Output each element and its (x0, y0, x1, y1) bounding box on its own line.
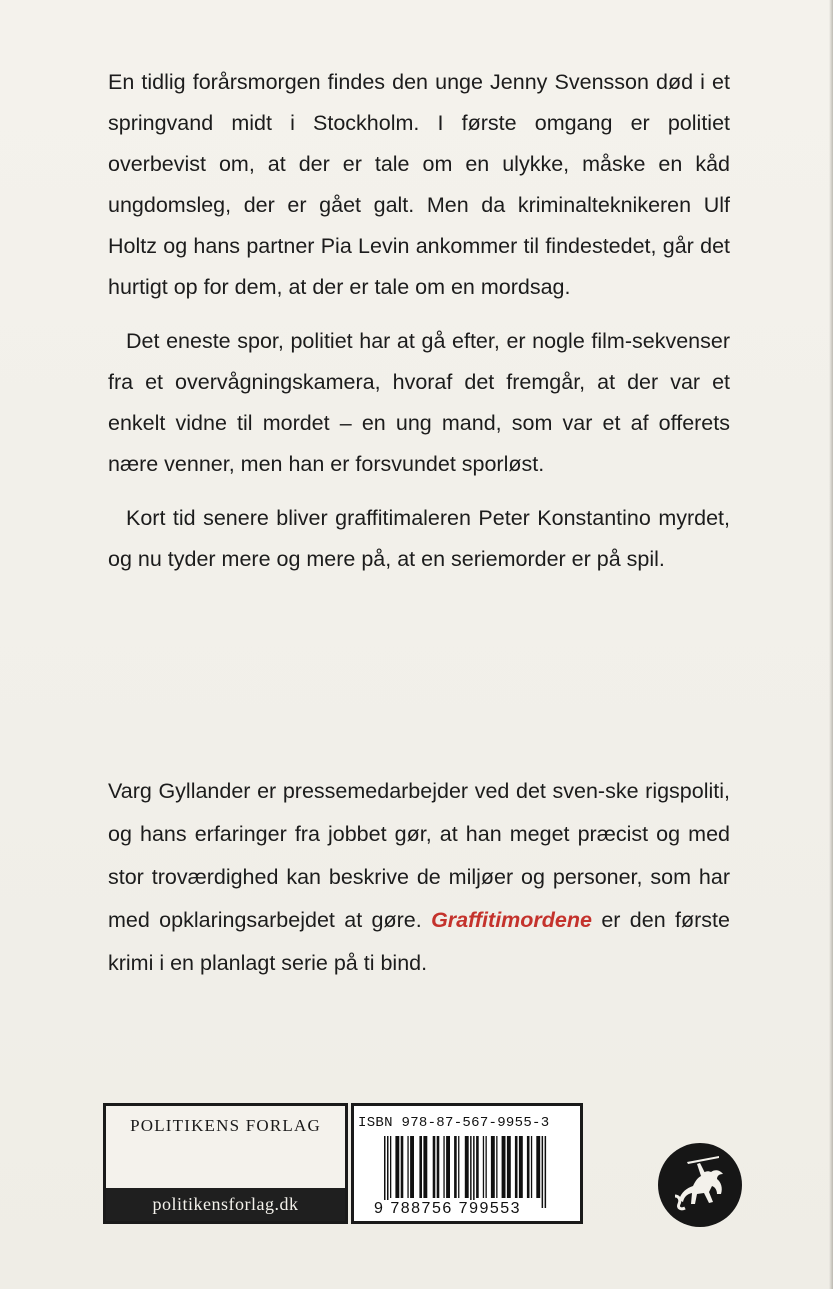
barcode-bar (390, 1136, 391, 1198)
barcode-bar (515, 1136, 518, 1198)
author-bio-text-start: Varg Gyllander er pressemedarbejder ved det sven-ske rigspoliti, og hans erfaringer fra jobbet gør, at han meget præcist og med stor troværdighed kan beskrive de miljøer og personer, som har med opklaringsarbejdet at gøre. (108, 779, 730, 932)
barcode-bar (473, 1136, 475, 1208)
barcode-bar (433, 1136, 436, 1198)
barcode-bar (496, 1136, 497, 1198)
barcode-bar (437, 1136, 440, 1198)
barcode-bar (454, 1136, 457, 1198)
synopsis-paragraph-2: Det eneste spor, politiet har at gå efter, er nogle film-sekvenser fra et overvågningskamera, hvoraf det fremgår, at der var et enkelt vidne til mordet – en ung mand, som var et af offerets nære venner, men han er forsvundet sporløst. (108, 329, 730, 476)
barcode-bar (476, 1136, 479, 1198)
isbn-label: ISBN 978-87-567-9955-3 (358, 1115, 550, 1131)
barcode-bar (491, 1136, 495, 1198)
barcode-box (351, 1103, 583, 1224)
barcode-bar (423, 1136, 427, 1198)
barcode-bar (545, 1136, 547, 1208)
author-bio-text-end: er den første krimi i en planlagt serie på ti bind. (108, 908, 730, 975)
barcode-bar (443, 1136, 444, 1198)
barcode-bar (536, 1136, 540, 1198)
barcode-bar (486, 1136, 487, 1198)
barcode-bar (410, 1136, 414, 1198)
page-edge-shadow (829, 0, 833, 1289)
book-title: Graffitimordene (431, 908, 592, 932)
barcode-bar (458, 1136, 459, 1198)
barcode-bar (483, 1136, 484, 1198)
barcode-bar (407, 1136, 408, 1198)
barcode-bar (465, 1136, 469, 1198)
author-bio-paragraph (108, 770, 730, 985)
synopsis-paragraph-1: En tidlig forårsmorgen findes den unge Jenny Svensson død i et springvand midt i Stockholm. I første omgang er politiet overbevist om, at der er tale om en ulykke, måske en kåd ungdomsleg, der er gået galt. Men da kriminalteknikeren Ulf Holtz og hans partner Pia Levin ankommer til findestedet, går det hurtigt op for dem, at der er tale om en mordsag. (108, 70, 730, 299)
synopsis-paragraph-3: Kort tid senere bliver graffitimaleren Peter Konstantino myrdet, og nu tyder mere og mere på, at en seriemorder er på spil. (108, 506, 730, 571)
horse-rider-emblem-icon (657, 1142, 743, 1228)
publisher-box (103, 1103, 348, 1224)
barcode-digits: 9 788756 799553 (374, 1200, 522, 1217)
barcode-bars (382, 1136, 562, 1208)
barcode-bar (507, 1136, 511, 1198)
barcode-bar (387, 1136, 389, 1208)
author-bio (108, 770, 730, 985)
publisher-url: politikensforlag.dk (106, 1188, 345, 1221)
barcode-bar (531, 1136, 532, 1198)
barcode-bar (519, 1136, 523, 1198)
barcode-bar (384, 1136, 386, 1208)
barcode-bar (395, 1136, 399, 1198)
publisher-name: POLITIKENS FORLAG (130, 1116, 321, 1135)
barcode-bar (401, 1136, 404, 1198)
synopsis-text (108, 62, 730, 593)
barcode-bar (470, 1136, 472, 1208)
barcode-bar (542, 1136, 544, 1208)
barcode-bar (419, 1136, 422, 1198)
barcode-bar (502, 1136, 506, 1198)
barcode-bar (527, 1136, 530, 1198)
barcode-bar (446, 1136, 450, 1198)
